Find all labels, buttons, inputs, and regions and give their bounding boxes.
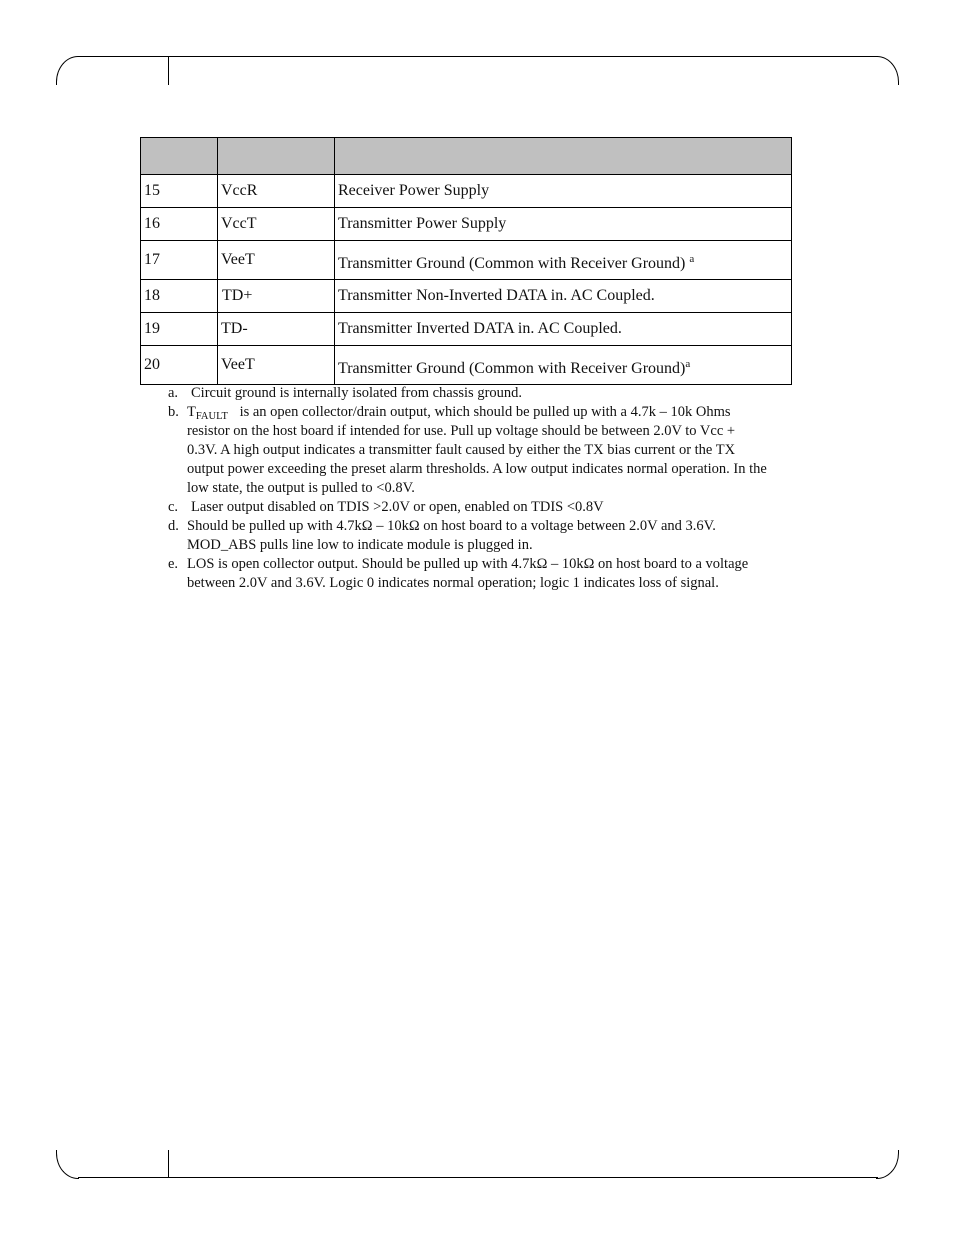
table-row <box>141 208 792 241</box>
table-row <box>141 313 792 346</box>
pin-symbol: VeeT <box>218 346 335 385</box>
header-divider <box>168 57 169 85</box>
table-row <box>141 346 792 385</box>
pin-symbol: VccT <box>218 208 335 241</box>
pin-symbol: TD- <box>218 313 335 346</box>
footnote-text: is an open collector/drain output, which should be pulled up with a 4.7k – 10k Ohms resistor on the host board if intended for use. Pull up voltage should be between 2.0V to Vcc + 0.3V. A high output indicates a transmitter fault caused by either the TX bias current or the TX output power exceeding the preset alarm thresholds. A low output indicates normal operation. In the low state, the output is pulled to <0.8V. <box>187 404 767 496</box>
description-text: Transmitter Ground (Common with Receiver Ground) <box>338 360 686 377</box>
pin-number: 20 <box>141 346 218 385</box>
footnote-marker: d. <box>168 518 179 534</box>
footnote-ref: a <box>689 253 695 265</box>
signal-letter: T <box>187 404 196 420</box>
signal-subscript: FAULT <box>195 411 228 422</box>
footnote-b <box>168 403 768 498</box>
table-row <box>141 175 792 208</box>
footnote-c <box>168 498 768 517</box>
footnote-marker: e. <box>168 556 179 572</box>
pin-number: 17 <box>141 241 218 280</box>
table-row <box>141 280 792 313</box>
footer-corner-right <box>876 1150 899 1179</box>
pin-symbol: VccR <box>218 175 335 208</box>
header-symbol <box>218 138 335 175</box>
header-pin <box>141 138 218 175</box>
footnote-d <box>168 517 768 555</box>
footnote-e <box>168 555 768 593</box>
footnote-ref: a <box>685 358 691 370</box>
pin-description: Transmitter Power Supply <box>335 208 792 241</box>
header-corner-right <box>876 56 899 85</box>
pin-description: Receiver Power Supply <box>335 175 792 208</box>
footnotes <box>168 384 768 593</box>
signal-name <box>187 404 228 420</box>
footer-corner-left <box>56 1150 79 1179</box>
footnote-marker: c. <box>168 499 179 515</box>
footer-divider <box>168 1150 169 1178</box>
table-row <box>141 241 792 280</box>
pin-description: Transmitter Non-Inverted DATA in. AC Coupled. <box>335 280 792 313</box>
footer-rule <box>78 1177 878 1178</box>
description-text: Transmitter Ground (Common with Receiver Ground) <box>338 255 686 272</box>
pin-description <box>335 241 792 280</box>
header-rule <box>78 56 878 57</box>
pin-number: 16 <box>141 208 218 241</box>
pin-symbol: VeeT <box>218 241 335 280</box>
table-header-row <box>141 138 792 175</box>
footnote-text: LOS is open collector output. Should be pulled up with 4.7kΩ – 10kΩ on host board to a voltage between 2.0V and 3.6V. Logic 0 indicates normal operation; logic 1 indicates loss of signal. <box>187 556 749 591</box>
pin-symbol: TD+ <box>218 280 335 313</box>
footnote-text: Laser output disabled on TDIS >2.0V or open, enabled on TDIS <0.8V <box>191 499 604 515</box>
footnote-text: Circuit ground is internally isolated from chassis ground. <box>191 385 523 401</box>
pin-number: 15 <box>141 175 218 208</box>
footnote-marker: b. <box>168 404 179 420</box>
header-corner-left <box>56 56 79 85</box>
header-description <box>335 138 792 175</box>
footnote-a <box>168 384 768 403</box>
pin-number: 19 <box>141 313 218 346</box>
pin-table <box>140 137 792 385</box>
pin-description: Transmitter Inverted DATA in. AC Coupled. <box>335 313 792 346</box>
pin-number: 18 <box>141 280 218 313</box>
footnote-text: Should be pulled up with 4.7kΩ – 10kΩ on host board to a voltage between 2.0V and 3.6V. MOD_ABS pulls line low to indicate module is plugged in. <box>187 518 716 553</box>
pin-description <box>335 346 792 385</box>
footnote-marker: a. <box>168 385 179 401</box>
